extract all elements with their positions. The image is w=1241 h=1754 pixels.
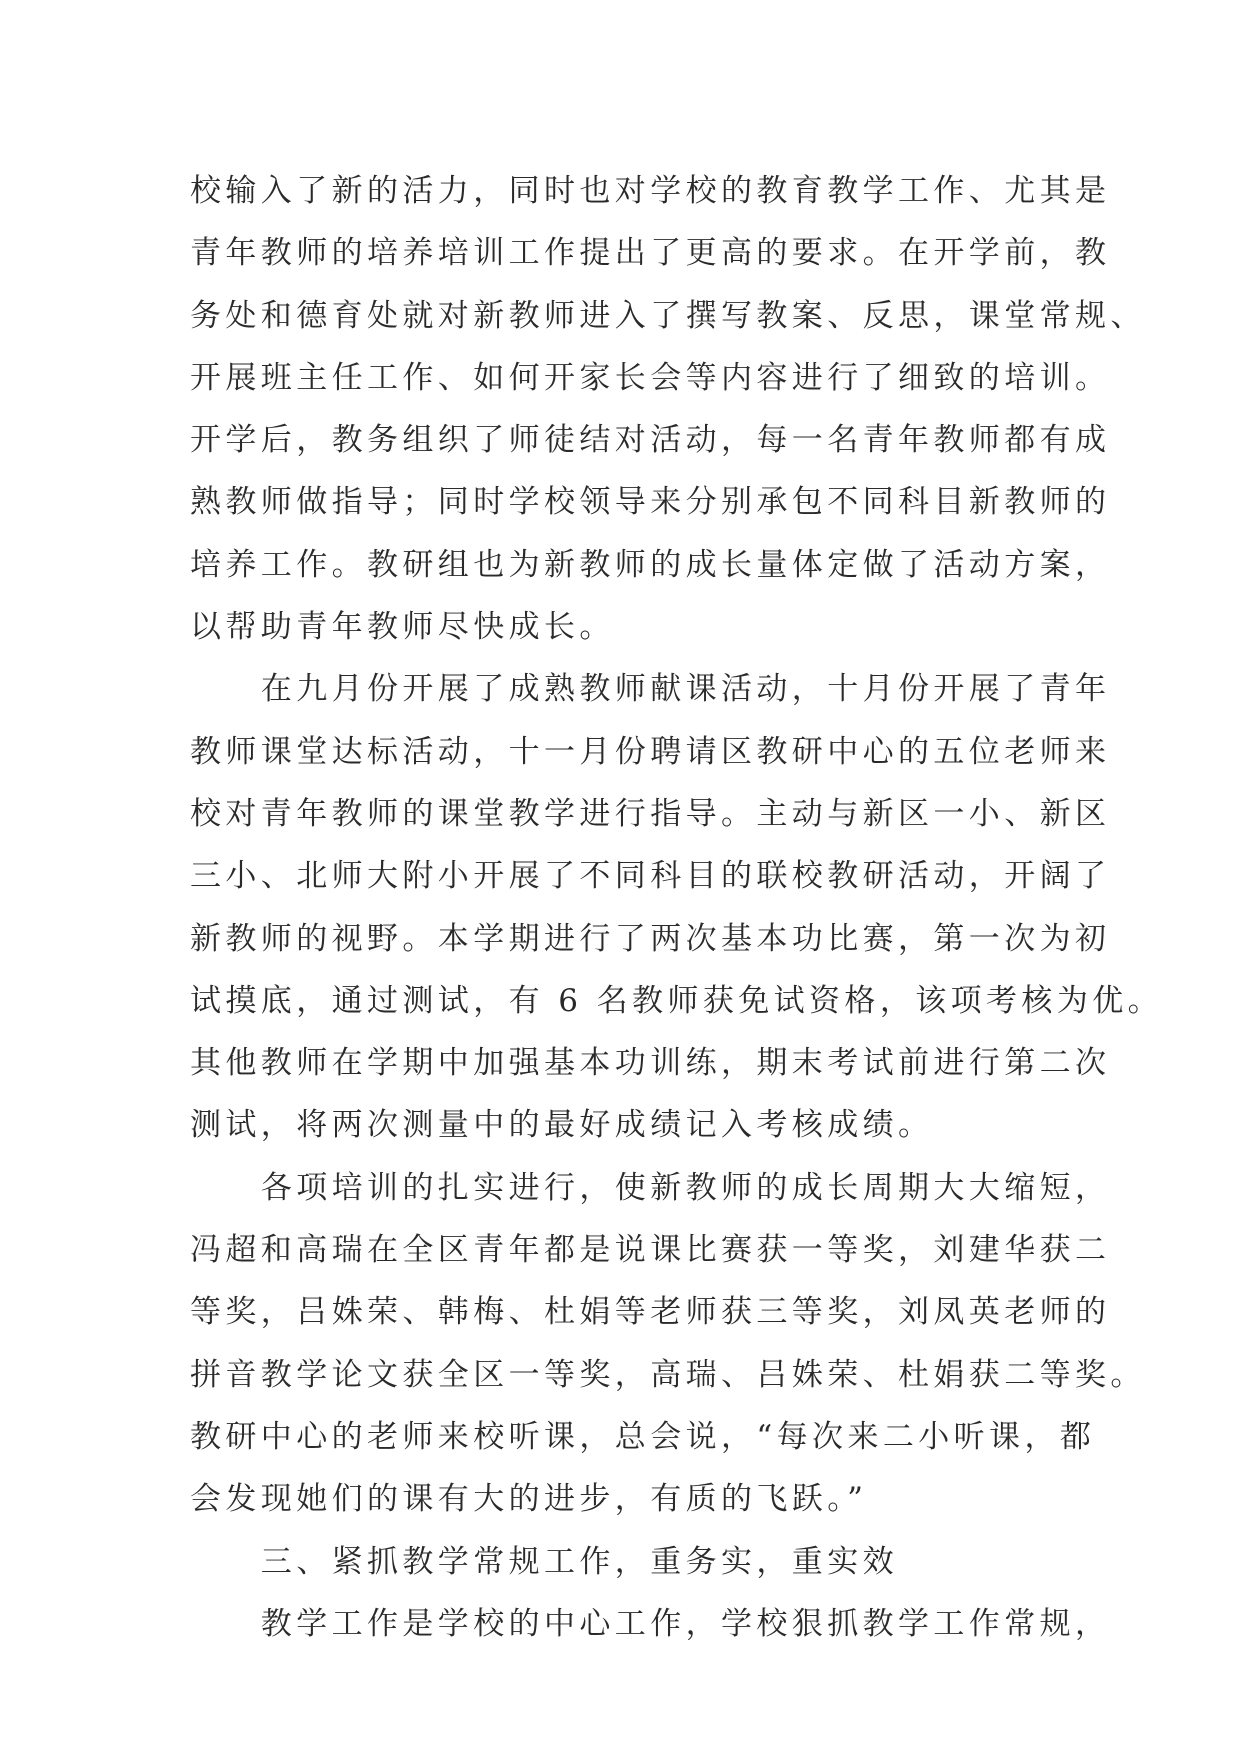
text-line: 新教师的视野。本学期进行了两次基本功比赛，第一次为初 xyxy=(190,920,1111,957)
text-line: 青年教师的培养培训工作提出了更高的要求。在开学前，教 xyxy=(190,235,1111,272)
text-line: 其他教师在学期中加强基本功训练，期末考试前进行第二次 xyxy=(190,1045,1111,1082)
document-body xyxy=(190,160,1164,1655)
text-line: 培养工作。教研组也为新教师的成长量体定做了活动方案， xyxy=(190,546,1111,583)
text-line: 开展班主任工作、如何开家长会等内容进行了细致的培训。 xyxy=(190,359,1111,396)
text-line: 试摸底，通过测试，有 6 名教师获免试资格，该项考核为优。 xyxy=(190,982,1164,1019)
text-line: 三小、北师大附小开展了不同科目的联校教研活动，开阔了 xyxy=(190,858,1111,895)
text-line: 测试，将两次测量中的最好成绩记入考核成绩。 xyxy=(190,1107,934,1144)
text-line: 教学工作是学校的中心工作，学校狠抓教学工作常规， xyxy=(190,1605,1111,1642)
text-line: 冯超和高瑞在全区青年都是说课比赛获一等奖，刘建华获二 xyxy=(190,1232,1111,1269)
text-line: 等奖，吕姝荣、韩梅、杜娟等老师获三等奖，刘凤英老师的 xyxy=(190,1294,1111,1331)
text-line: 各项培训的扎实进行，使新教师的成长周期大大缩短， xyxy=(190,1169,1111,1206)
text-line: 校对青年教师的课堂教学进行指导。主动与新区一小、新区 xyxy=(190,795,1111,832)
text-line: 在九月份开展了成熟教师献课活动，十月份开展了青年 xyxy=(190,671,1111,708)
text-line: 熟教师做指导；同时学校领导来分别承包不同科目新教师的 xyxy=(190,484,1111,521)
section-heading: 三、紧抓教学常规工作，重务实，重实效 xyxy=(190,1543,898,1580)
text-line: 务处和德育处就对新教师进入了撰写教案、反思，课堂常规、 xyxy=(190,297,1146,334)
text-line: 校输入了新的活力，同时也对学校的教育教学工作、尤其是 xyxy=(190,173,1111,209)
text-line: 会发现她们的课有大的进步，有质的飞跃。” xyxy=(190,1481,868,1518)
text-line: 开学后，教务组织了师徒结对活动，每一名青年教师都有成 xyxy=(190,422,1111,459)
text-line: 教研中心的老师来校听课，总会说，“每次来二小听课，都 xyxy=(190,1418,1096,1455)
text-line: 以帮助青年教师尽快成长。 xyxy=(190,609,615,646)
text-line: 拼音教学论文获全区一等奖，高瑞、吕姝荣、杜娟获二等奖。 xyxy=(190,1356,1146,1393)
text-line: 教师课堂达标活动，十一月份聘请区教研中心的五位老师来 xyxy=(190,733,1111,770)
